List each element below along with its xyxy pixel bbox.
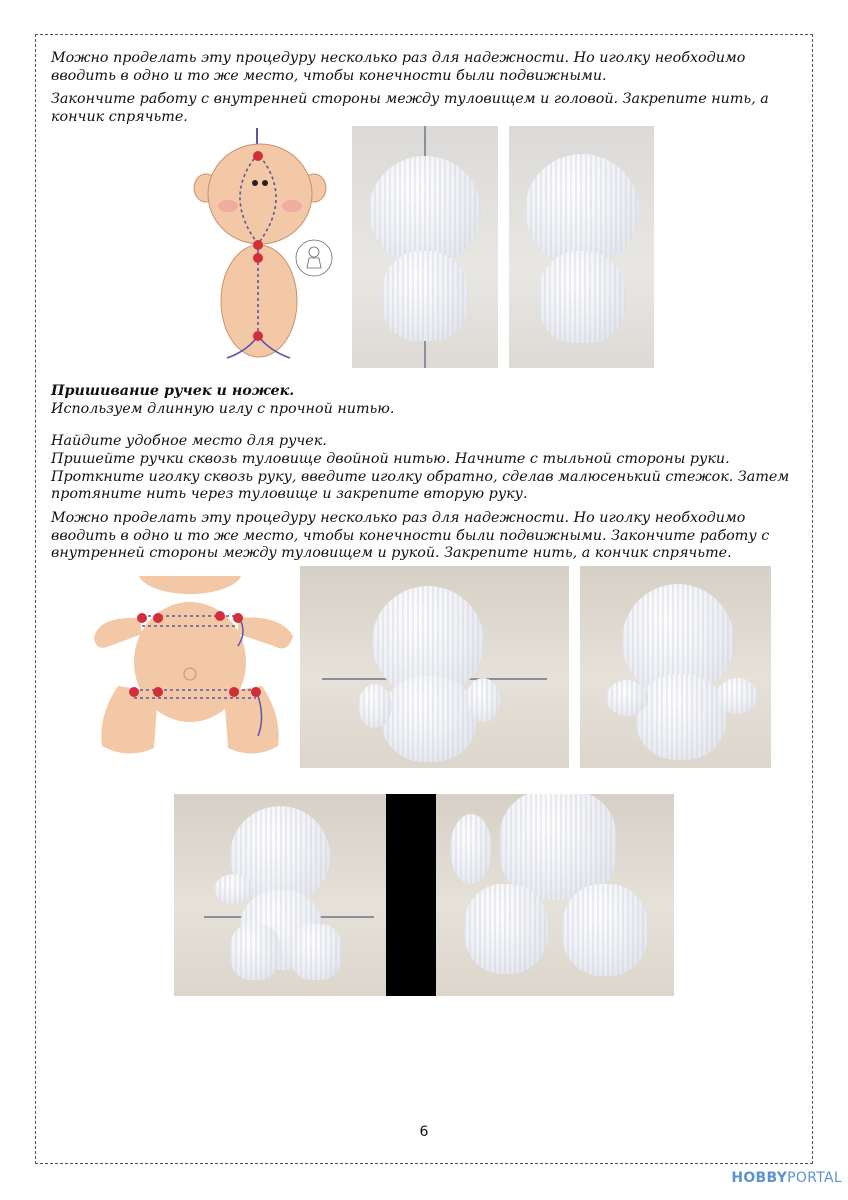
page-number: 6 bbox=[419, 1124, 429, 1140]
stitch-point bbox=[137, 613, 147, 623]
left-leg bbox=[101, 686, 158, 754]
paragraph-2: Закончите работу с внутренней стороны между туловищем и головой. Закрепите нить, а кончик спрячьте. bbox=[51, 91, 769, 125]
logo-part-1: HOBBY bbox=[731, 1170, 788, 1186]
paragraph-5: Можно проделать эту процедуру несколько раз для надежности. Но иголку необходимо вводить в одно и то же место, чтобы конечности были подвижными. Закончите работу с внутренней стороны между туловищем и рукой. Закрепите нить, а кончик спрячьте. bbox=[51, 510, 770, 561]
section-heading: Пришивание ручек и ножек. bbox=[51, 383, 295, 399]
hobbyportal-logo[interactable] bbox=[731, 1170, 842, 1186]
designer-stamp-icon bbox=[296, 240, 332, 276]
logo-part-2: PORTAL bbox=[787, 1170, 842, 1186]
photo-toy-legs-closeup bbox=[436, 794, 674, 996]
photo-toy-back bbox=[509, 126, 654, 368]
photo-toy-with-legs-side bbox=[174, 794, 386, 996]
paragraph-3: Используем длинную иглу с прочной нитью. bbox=[51, 401, 395, 417]
left-arm bbox=[94, 618, 142, 648]
paragraph-4-line-2: Пришейте ручки сквозь туловище двойной нитью. Начните с тыльной стороны руки. Проткните иголку сквозь руку, введите иголку обратно, сделав малюсенький стежок. Затем протяните нить через туловище и закрепите вторую руку. bbox=[51, 451, 790, 502]
paragraph-1: Можно проделать эту процедуру несколько раз для надежности. Но иголку необходимо вводить в одно и то же место, чтобы конечности были подвижными. bbox=[51, 50, 746, 84]
eye-icon bbox=[252, 180, 258, 186]
head-body-sewing-diagram bbox=[192, 126, 342, 366]
black-spacer bbox=[386, 794, 436, 996]
stitch-point bbox=[253, 151, 263, 161]
right-arm bbox=[238, 617, 293, 648]
paragraph-4-line-1: Найдите удобное место для ручек. bbox=[51, 433, 327, 449]
arms-legs-sewing-diagram bbox=[88, 576, 300, 762]
photo-toy-with-arms bbox=[580, 566, 771, 768]
photo-toy-with-arms-needle bbox=[300, 566, 569, 768]
photo-toy-front bbox=[352, 126, 498, 368]
